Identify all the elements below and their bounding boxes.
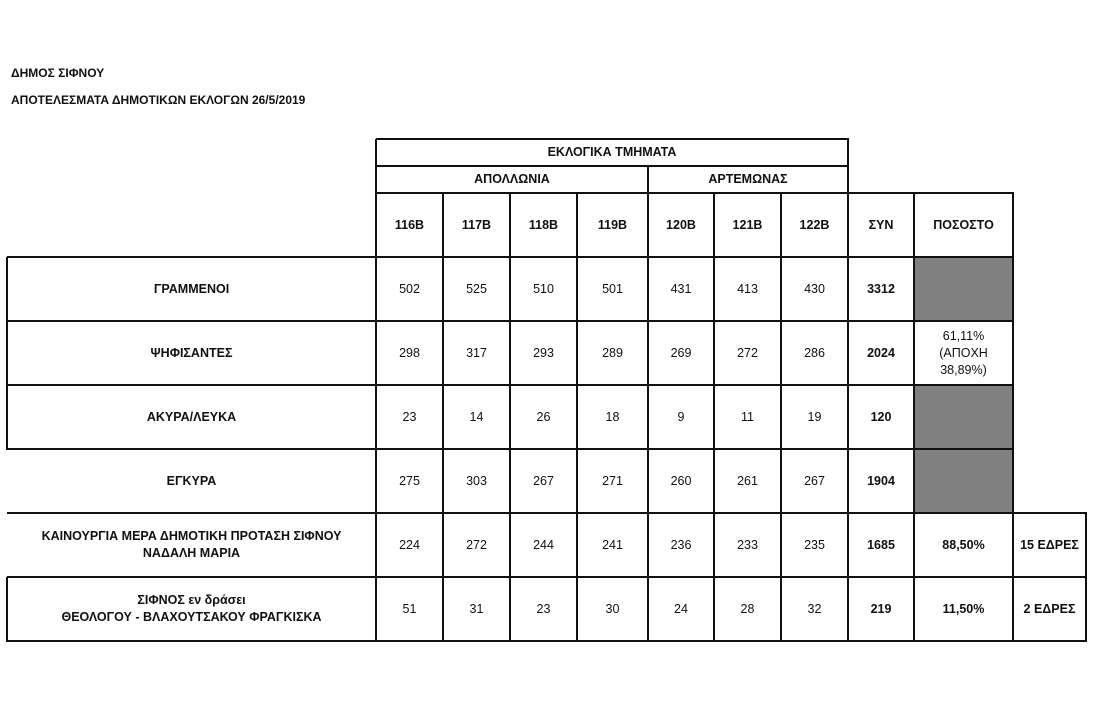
row-label-line: ΘΕΟΛΟΓΟΥ - ΒΛΑΧΟΥΤΣΑΚΟΥ ΦΡΑΓΚΙΣΚΑ	[61, 610, 322, 624]
row-label	[7, 513, 376, 577]
column-header: 121Β	[732, 217, 763, 232]
total-cell: 219	[870, 601, 892, 616]
grid-line	[780, 193, 782, 258]
grid-line	[713, 193, 715, 258]
row-label-line: ΨΗΦΙΣΑΝΤΕΣ	[150, 345, 233, 360]
percent-cell	[914, 577, 1013, 641]
value-cell: 272	[737, 345, 758, 360]
value-cell: 23	[402, 409, 417, 424]
grid-line	[713, 257, 715, 642]
total-header: ΣΥΝ	[868, 217, 894, 232]
grid-line	[1012, 193, 1014, 258]
value-cell: 293	[533, 345, 554, 360]
percent-cell	[914, 321, 1013, 385]
grid-line	[780, 257, 782, 642]
value-cell: 501	[602, 281, 623, 296]
value-cell: 236	[670, 537, 692, 552]
percent-line: 88,50%	[942, 537, 985, 552]
percent-header: ΠΟΣΟΣΤΟ	[933, 217, 994, 232]
value-cell: 275	[399, 473, 420, 488]
value-cell: 233	[737, 537, 758, 552]
value-cell: 430	[804, 281, 825, 296]
total-cell: 1685	[867, 537, 895, 552]
percent-line: (ΑΠΟΧΗ	[939, 345, 988, 360]
value-cell: 269	[670, 345, 692, 360]
grid-line	[509, 257, 511, 642]
value-cell: 317	[466, 345, 487, 360]
value-cell: 510	[533, 281, 554, 296]
value-cell: 261	[737, 473, 758, 488]
row-label	[7, 385, 376, 449]
row-label-line: ΑΚΥΡΑ/ΛΕΥΚΑ	[146, 409, 237, 424]
value-cell: 271	[602, 473, 623, 488]
grid-line	[442, 193, 444, 258]
row-label-line: ΕΓΚΥΡΑ	[166, 473, 217, 488]
row-label	[7, 449, 376, 513]
grid-line	[647, 257, 649, 642]
seats-cell: 2 ΕΔΡΕΣ	[1023, 601, 1076, 616]
grid-line	[7, 512, 1087, 514]
value-cell: 244	[533, 537, 554, 552]
value-cell: 413	[737, 281, 758, 296]
row-label-line: ΚΑΙΝΟΥΡΓΙΑ ΜΕΡΑ ΔΗΜΟΤΙΚΗ ΠΡΟΤΑΣΗ ΣΙΦΝΟΥ	[41, 529, 342, 543]
seats-cell: 15 ΕΔΡΕΣ	[1020, 537, 1079, 552]
grid-line	[376, 138, 849, 140]
value-cell: 51	[402, 601, 417, 616]
row-label-line: ΝΑΔΑΛΗ ΜΑΡΙΑ	[142, 546, 241, 560]
value-cell: 298	[399, 345, 420, 360]
row-label	[7, 257, 376, 321]
value-cell: 303	[466, 473, 487, 488]
shaded-cell	[914, 449, 1013, 513]
value-cell: 241	[602, 537, 623, 552]
value-cell: 18	[605, 409, 620, 424]
grid-line	[7, 640, 1087, 642]
grid-line	[576, 257, 578, 642]
grid-line	[847, 257, 849, 642]
shaded-cell	[914, 257, 1013, 321]
row-label-line: ΣΙΦΝΟΣ εν δράσει	[137, 593, 246, 607]
total-cell: 2024	[867, 345, 895, 360]
total-cell: 1904	[867, 473, 895, 488]
column-header: 117Β	[461, 217, 492, 232]
value-cell: 289	[602, 345, 623, 360]
grid-line	[7, 576, 1087, 578]
value-cell: 24	[674, 601, 688, 616]
column-header: 118Β	[528, 217, 559, 232]
value-cell: 525	[466, 281, 487, 296]
percent-cell	[914, 513, 1013, 577]
percent-line: 11,50%	[942, 601, 985, 616]
value-cell: 14	[469, 409, 484, 424]
value-cell: 23	[536, 601, 551, 616]
value-cell: 260	[670, 473, 692, 488]
grid-line	[376, 192, 1014, 194]
value-cell: 502	[399, 281, 420, 296]
grid-line	[375, 139, 377, 258]
grid-line	[376, 165, 849, 167]
grid-line	[576, 193, 578, 258]
value-cell: 30	[605, 601, 620, 616]
total-cell: 3312	[867, 281, 895, 296]
grid-line	[6, 257, 8, 450]
column-header: 122Β	[799, 217, 830, 232]
column-header: 119Β	[597, 217, 628, 232]
value-cell: 431	[670, 281, 692, 296]
grid-line	[6, 577, 8, 642]
grid-line	[1085, 513, 1087, 642]
group-header: ΕΚΛΟΓΙΚΑ ΤΜΗΜΑΤΑ	[547, 145, 677, 159]
grid-line	[847, 139, 849, 258]
row-label-line: ΓΡΑΜΜΕΝΟΙ	[153, 281, 230, 296]
percent-line: 61,11%	[942, 328, 985, 343]
column-header: 116Β	[394, 217, 425, 232]
grid-line	[509, 193, 511, 258]
grid-line	[913, 257, 915, 642]
value-cell: 28	[740, 601, 755, 616]
value-cell: 286	[804, 345, 825, 360]
total-cell: 120	[870, 409, 892, 424]
value-cell: 9	[677, 409, 685, 424]
municipality-title: ΔΗΜΟΣ ΣΙΦΝΟΥ	[11, 66, 105, 80]
shaded-cell	[914, 385, 1013, 449]
value-cell: 11	[741, 409, 754, 424]
grid-line	[913, 193, 915, 258]
grid-line	[1012, 257, 1014, 642]
row-label	[7, 321, 376, 385]
percent-line: 38,89%)	[940, 362, 987, 377]
region-header-apollonia: ΑΠΟΛΛΩΝΙΑ	[474, 172, 550, 186]
document-title: ΑΠΟΤΕΛΕΣΜΑΤΑ ΔΗΜΟΤΙΚΩΝ ΕΚΛΟΓΩΝ 26/5/2019	[11, 93, 306, 107]
region-header-artemonas: ΑΡΤΕΜΩΝΑΣ	[708, 172, 788, 186]
value-cell: 224	[399, 537, 420, 552]
value-cell: 267	[804, 473, 825, 488]
grid-line	[375, 257, 377, 642]
value-cell: 235	[804, 537, 825, 552]
value-cell: 267	[533, 473, 554, 488]
value-cell: 31	[469, 601, 484, 616]
column-header: 120Β	[666, 217, 696, 232]
value-cell: 19	[807, 409, 822, 424]
grid-line	[442, 257, 444, 642]
row-label	[7, 577, 376, 641]
value-cell: 26	[536, 409, 551, 424]
value-cell: 32	[807, 601, 822, 616]
value-cell: 272	[466, 537, 487, 552]
grid-line	[647, 166, 649, 258]
